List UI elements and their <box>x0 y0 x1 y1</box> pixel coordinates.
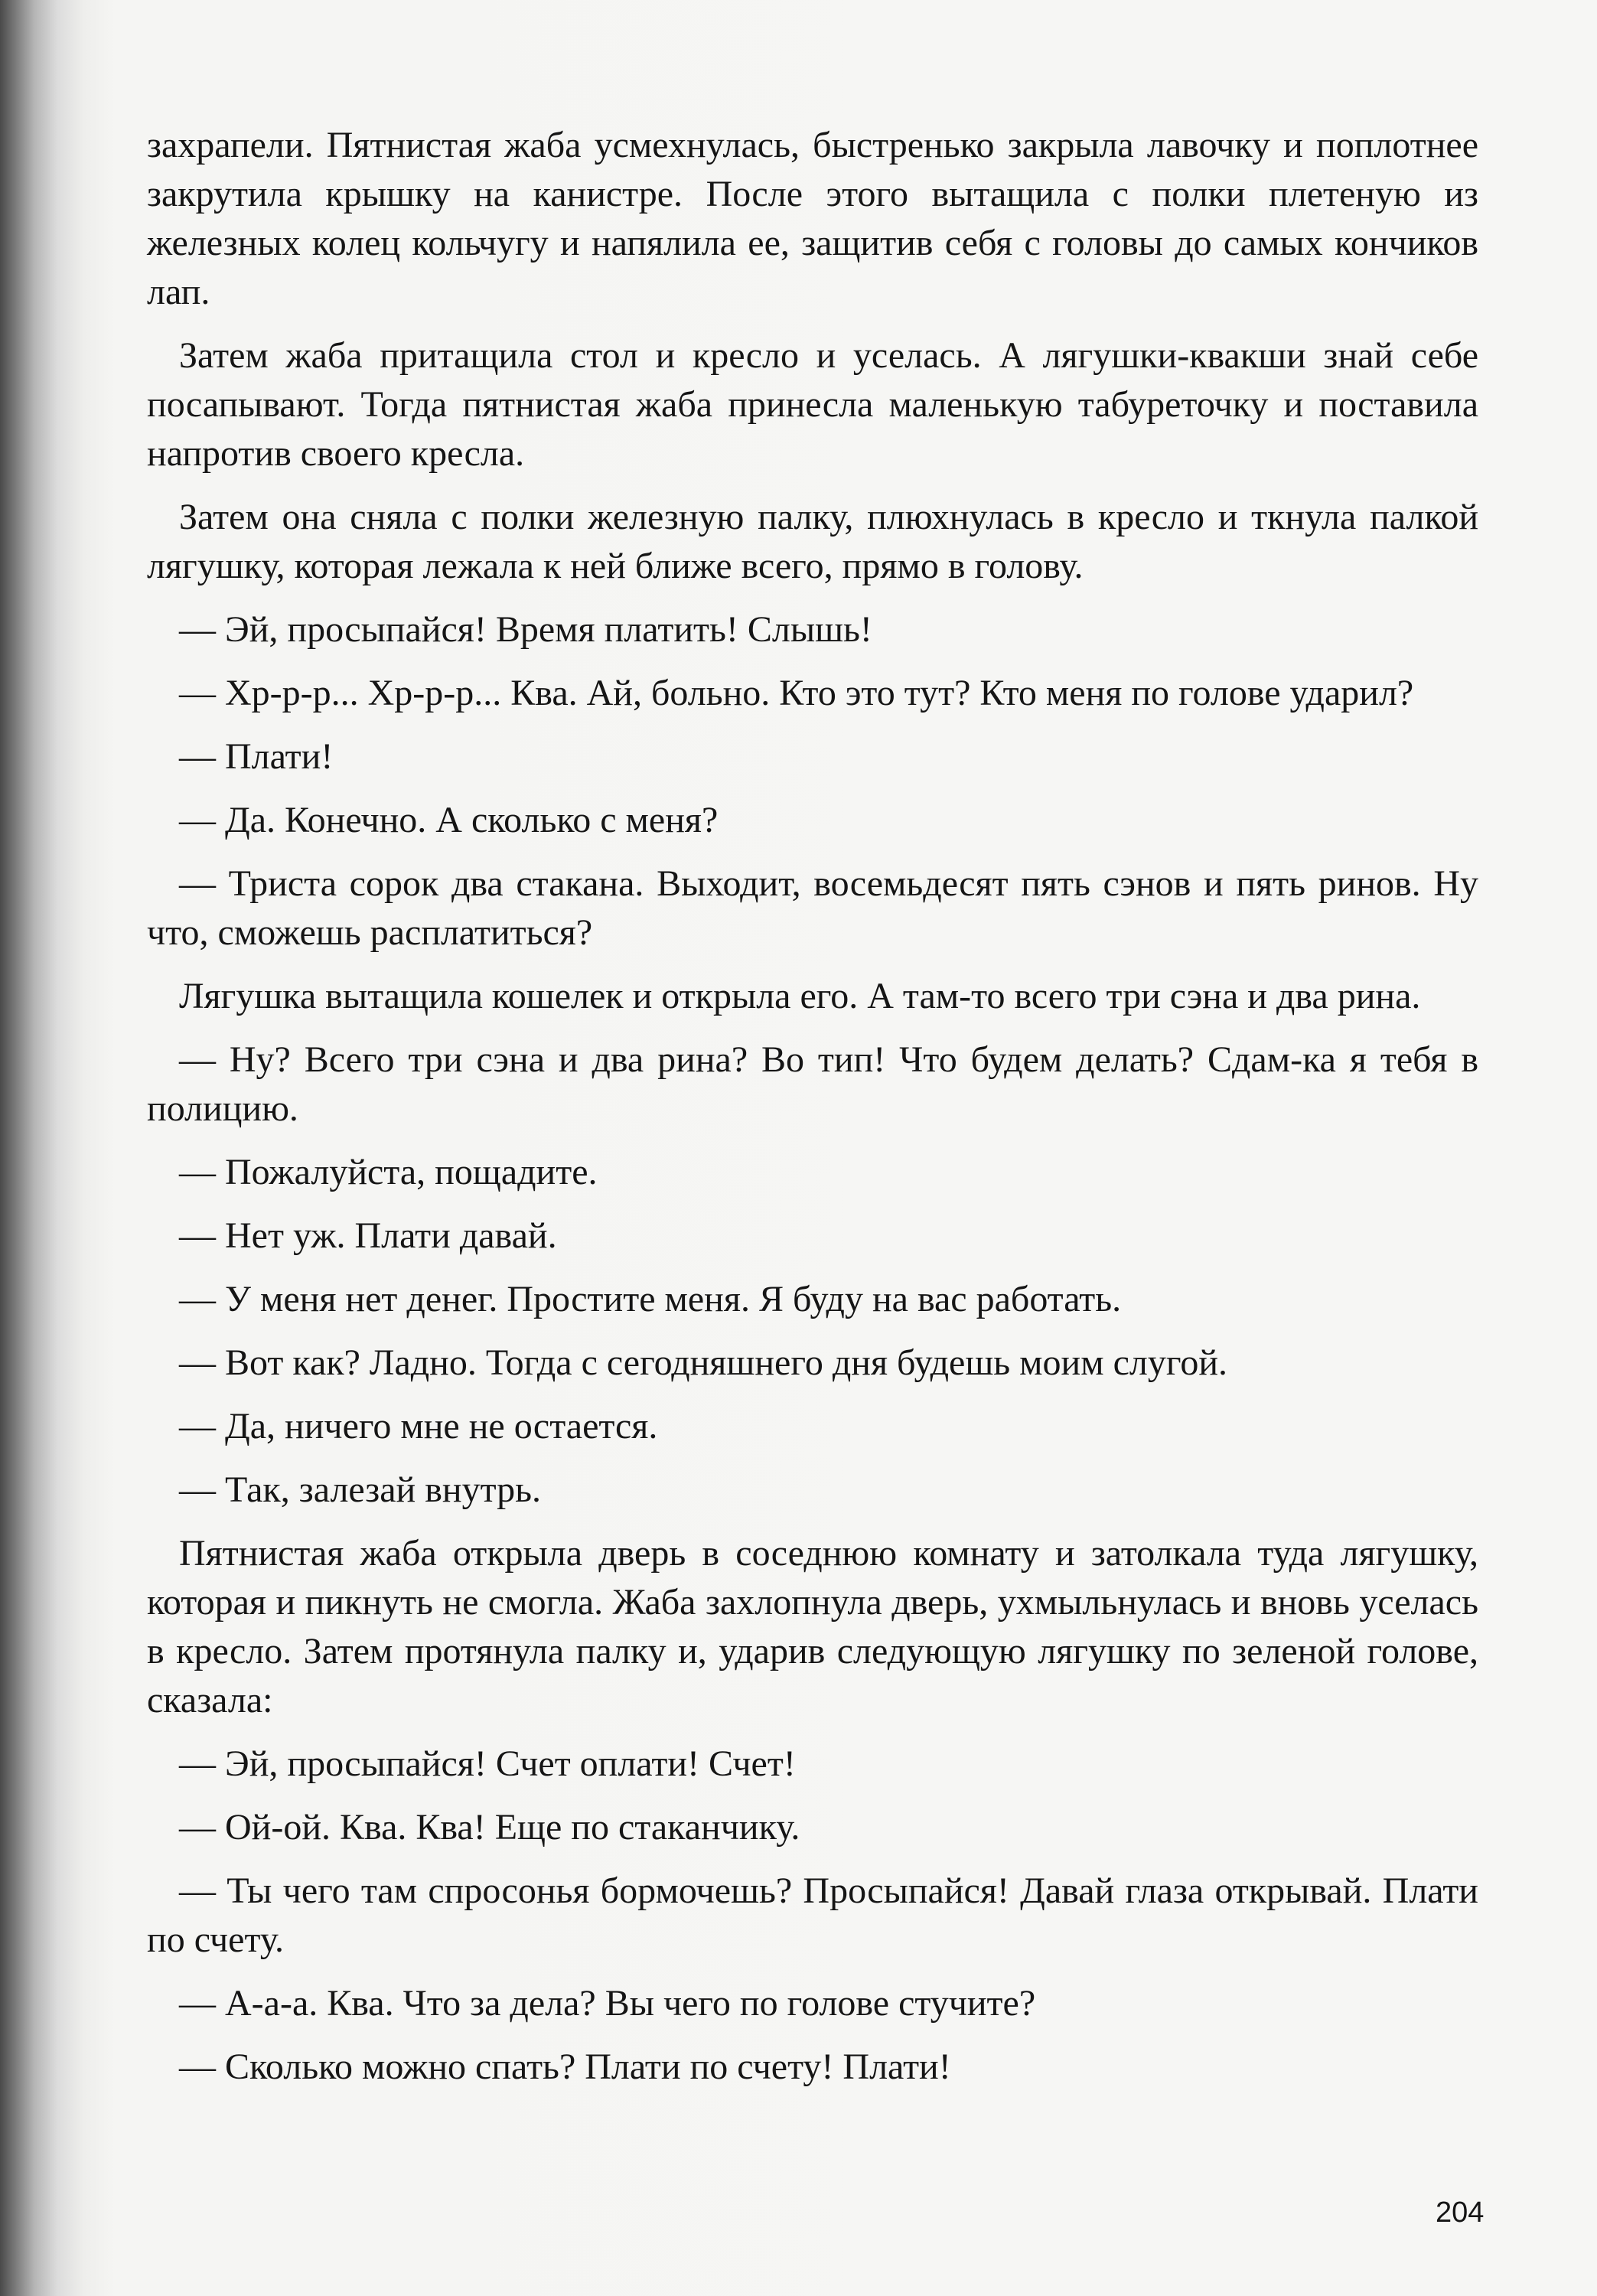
paragraph: Затем жаба притащила стол и кресло и уселась. А лягушки-квакши знай себе посапывают. Тогда пятнистая жаба принесла маленькую табуреточку и поставила напротив своего кресла. <box>147 335 1478 474</box>
dialogue-line: — Вот как? Ладно. Тогда с сегодняшнего дня будешь моим слугой. <box>179 1342 1228 1383</box>
body-text <box>147 121 1478 2106</box>
paragraph: Затем она сняла с полки железную палку, плюхнулась в кресло и ткнула палкой лягушку, которая лежала к ней ближе всего, прямо в голову. <box>147 497 1478 586</box>
paragraph: Пятнистая жаба открыла дверь в соседнюю комнату и затолкала туда лягушку, которая и пикнуть не смогла. Жаба захлопнула дверь, ухмыльнулась и вновь уселась в кресло. Затем протянула палку и, ударив следующую лягушку по зеленой голове, сказала: <box>147 1533 1478 1720</box>
dialogue-line: — Эй, просыпайся! Счет оплати! Счет! <box>179 1743 796 1784</box>
dialogue-line: — Ну? Всего три сэна и два рина? Во тип! Что будем делать? Сдам-ка я тебя в полицию. <box>147 1039 1478 1129</box>
dialogue-line: — Плати! <box>179 736 334 777</box>
dialogue-line: — Так, залезай внутрь. <box>179 1469 542 1510</box>
dialogue-line: — У меня нет денег. Простите меня. Я буду на вас работать. <box>179 1279 1122 1319</box>
dialogue-line: — А-а-а. Ква. Что за дела? Вы чего по голове стучите? <box>179 1983 1036 2024</box>
page-number: 204 <box>1436 2197 1485 2229</box>
dialogue-line: — Эй, просыпайся! Время платить! Слышь! <box>179 609 872 650</box>
dialogue-line: — Да. Конечно. А сколько с меня? <box>179 800 719 840</box>
dialogue-line: — Нет уж. Плати давай. <box>179 1215 557 1256</box>
dialogue-line: — Ой-ой. Ква. Ква! Еще по стаканчику. <box>179 1807 800 1848</box>
dialogue-line: — Пожалуйста, пощадите. <box>179 1152 598 1192</box>
paragraph: захрапели. Пятнистая жаба усмехнулась, быстренько закрыла лавочку и поплотнее закрутила крышку на канистре. После этого вытащила с полки плетеную из железных колец кольчугу и напялила ее, защитив себя с головы до самых кончиков лап. <box>147 125 1478 312</box>
dialogue-line: — Да, ничего мне не остается. <box>179 1406 658 1446</box>
dialogue-line: — Сколько можно спать? Плати по счету! Плати! <box>179 2047 951 2087</box>
dialogue-line: — Хр-р-р... Хр-р-р... Ква. Ай, больно. Кто это тут? Кто меня по голове ударил? <box>179 673 1414 713</box>
dialogue-line: — Ты чего там спросонья бормочешь? Просыпайся! Давай глаза открывай. Плати по счету. <box>147 1870 1478 1960</box>
paragraph: Лягушка вытащила кошелек и открыла его. А там-то всего три сэна и два рина. <box>179 976 1421 1016</box>
dialogue-line: — Триста сорок два стакана. Выходит, восемьдесят пять сэнов и пять ринов. Ну что, сможешь расплатиться? <box>147 863 1478 953</box>
